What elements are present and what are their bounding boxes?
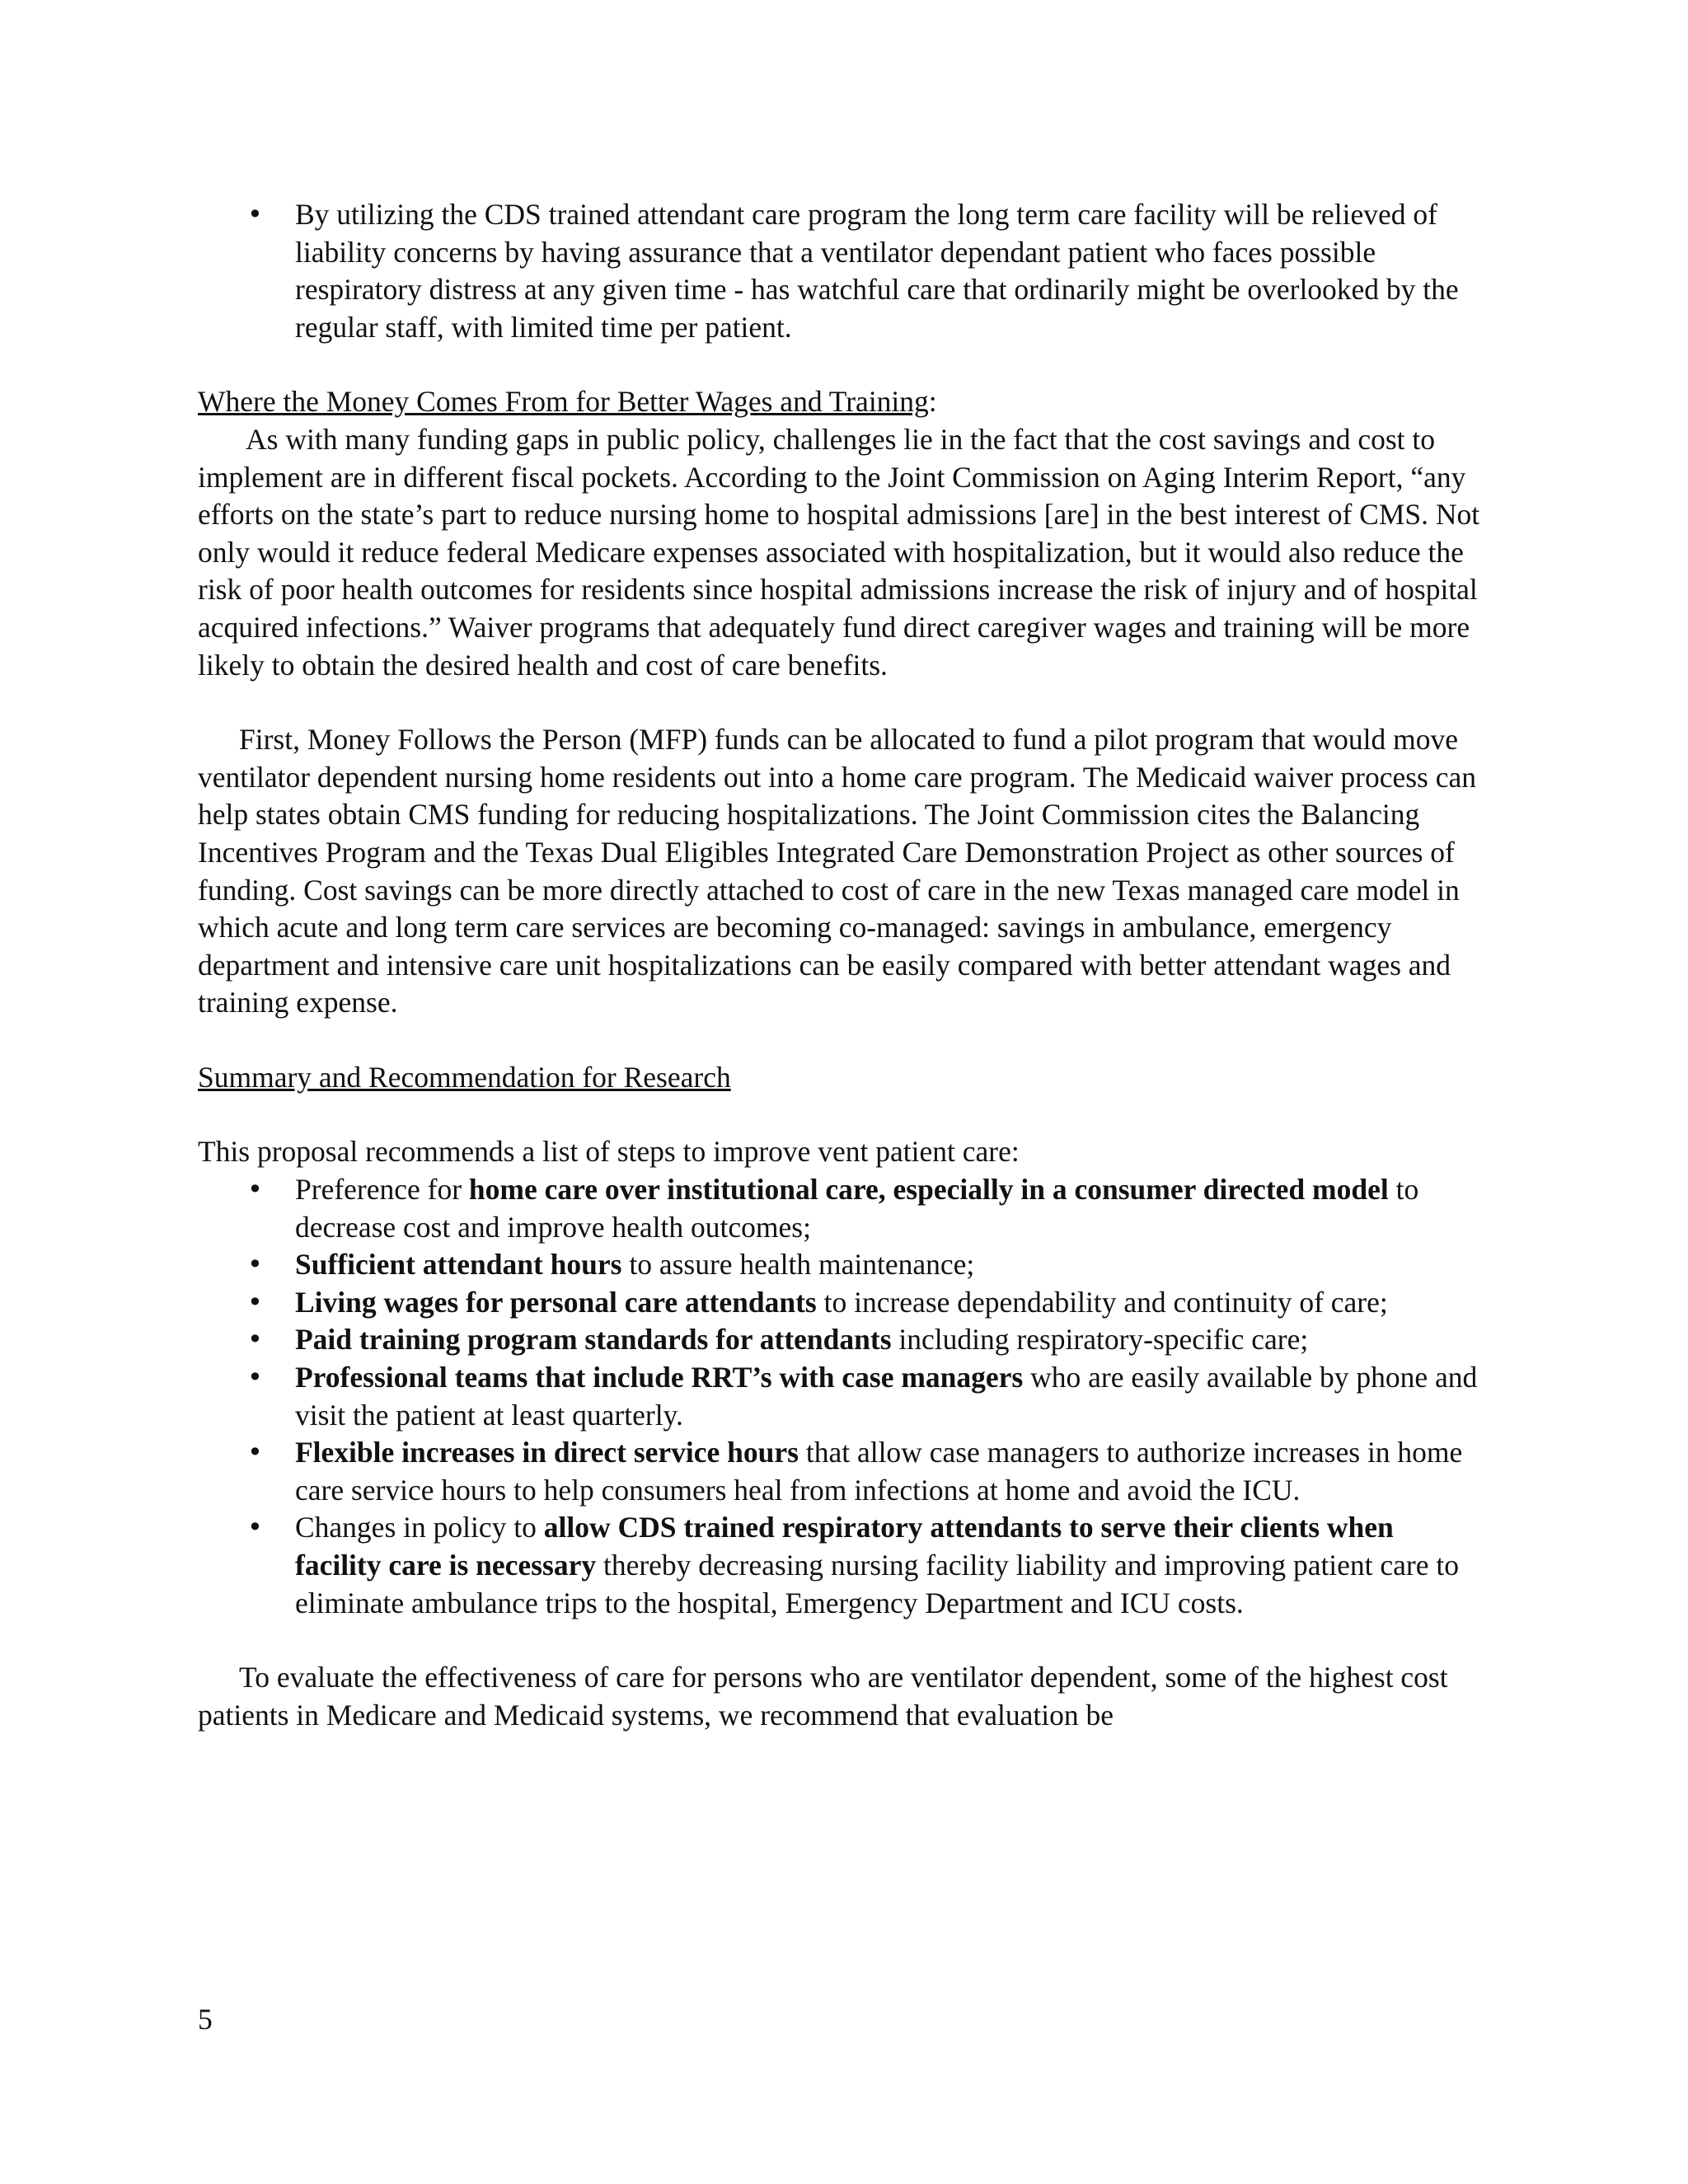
section-heading-summary	[198, 1059, 1484, 1097]
document-page	[198, 196, 1484, 1734]
recommendations-list	[295, 1171, 1484, 1622]
list-item: • Paid training program standards for attendants including respiratory-specific care;	[295, 1321, 1484, 1359]
list-item: • Living wages for personal care attendants to increase dependability and continuity of care;	[295, 1284, 1484, 1322]
money-heading-colon: :	[928, 385, 937, 419]
list-item: • Flexible increases in direct service hours that allow case managers to authorize increases in home care service hours to help consumers heal from infections at home and avoid the ICU.	[295, 1434, 1484, 1509]
list-item: • Preference for home care over institutional care, especially in a consumer directed model to decrease cost and improve health outcomes;	[295, 1171, 1484, 1246]
summary-intro: This proposal recommends a list of steps to improve vent patient care:	[198, 1135, 1020, 1169]
page-number: 5	[198, 2003, 213, 2036]
paragraph-mfp-funds: First, Money Follows the Person (MFP) funds can be allocated to fund a pilot program that would move ventilator dependent nursing home residents out into a home care program. The Medicaid waiver process can help states obtain CMS funding for reducing hospitalizations. The Joint Commission cites the Balancing Incentives Program and the Texas Dual Eligibles Integrated Care Demonstration Project as other sources of funding. Cost savings can be more directly attached to cost of care in the new Texas managed care model in which acute and long term care services are becoming co-managed: savings in ambulance, emergency department and intensive care unit hospitalizations can be easily compared with better attendant wages and training expense.	[198, 723, 1476, 1019]
money-heading-text: Where the Money Comes From for Better Wages and Training	[198, 385, 929, 419]
paragraph-evaluation: To evaluate the effectiveness of care for persons who are ventilator dependent, some of the highest cost patients in Medicare and Medicaid systems, we recommend that evaluation be	[198, 1661, 1448, 1732]
list-item: • Changes in policy to allow CDS trained respiratory attendants to serve their clients when facility care is necessary thereby decreasing nursing facility liability and improving patient care to eliminate ambulance trips to the hospital, Emergency Department and ICU costs.	[295, 1509, 1484, 1622]
list-item: • By utilizing the CDS trained attendant care program the long term care facility will be relieved of liability concerns by having assurance that a ventilator dependant patient who faces possible respiratory distress at any given time - has watchful care that ordinarily might be overlooked by the regular staff, with limited time per patient.	[295, 196, 1484, 346]
summary-heading-text: Summary and Recommendation for Research	[198, 1060, 731, 1094]
list-item: • Professional teams that include RRT’s with case managers who are easily available by phone and visit the patient at least quarterly.	[295, 1359, 1484, 1434]
section-heading-money	[198, 383, 1484, 421]
liability-bullet-list	[295, 196, 1484, 346]
list-item: • Sufficient attendant hours to assure health maintenance;	[295, 1246, 1484, 1284]
paragraph-funding-gaps: As with many funding gaps in public policy, challenges lie in the fact that the cost savings and cost to implement are in different fiscal pockets. According to the Joint Commission on Aging Interim Report, “any efforts on the state’s part to reduce nursing home to hospital admissions [are] in the best interest of CMS. Not only would it reduce federal Medicare expenses associated with hospitalization, but it would also reduce the risk of poor health outcomes for residents since hospital admissions increase the risk of injury and of hospital acquired infections.” Waiver programs that adequately fund direct caregiver wages and training will be more likely to obtain the desired health and cost of care benefits.	[198, 422, 1480, 682]
